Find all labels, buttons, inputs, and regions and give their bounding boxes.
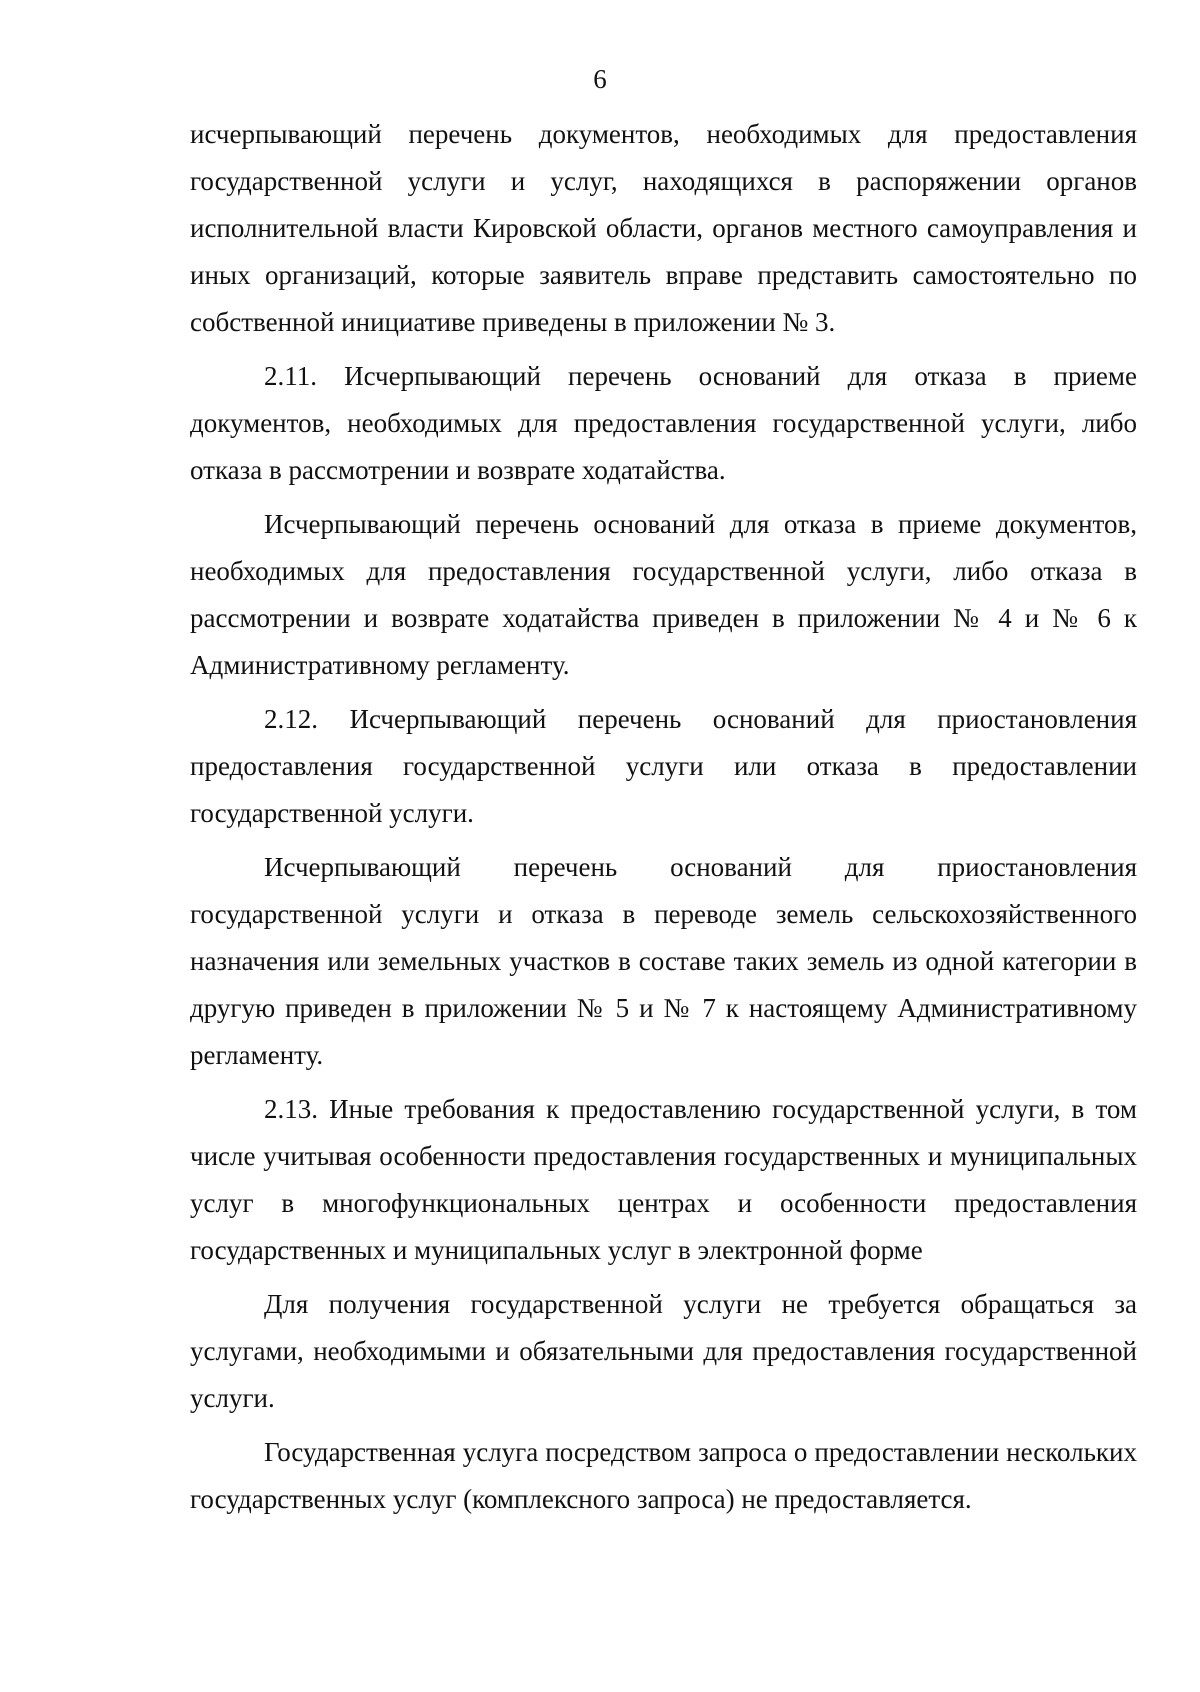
document-body [190,111,1137,1523]
paragraph-section-2-13-heading: 2.13. Иные требования к предоставлению государственной услуги, в том числе учитывая особенности предоставления государственных и муниципальных услуг в многофункциональных центрах и особенности предоставления государственных и муниципальных услуг в электронной форме [190,1094,1137,1265]
paragraph-section-2-13-services: Для получения государственной услуги не требуется обращаться за услугами, необходимыми и обязательными для предоставления государственной услуги. [190,1289,1137,1413]
paragraph-section-2-11-heading: 2.11. Исчерпывающий перечень оснований для отказа в приеме документов, необходимых для предоставления государственной услуги, либо отказа в рассмотрении и возврате ходатайства. [190,361,1137,485]
page-number: 6 [593,64,607,94]
paragraph-section-2-13-complex-request: Государственная услуга посредством запроса о предоставлении нескольких государственных услуг (комплексного запроса) не предоставляется. [190,1437,1137,1514]
paragraph-section-2-11-body: Исчерпывающий перечень оснований для отказа в приеме документов, необходимых для предоставления государственной услуги, либо отказа в рассмотрении и возврате ходатайства приведен в приложении № 4 и № 6 к Административному регламенту. [190,509,1137,680]
paragraph-section-2-12-heading: 2.12. Исчерпывающий перечень оснований для приостановления предоставления государственной услуги или отказа в предоставлении государственной услуги. [190,704,1137,828]
paragraph-documents-list: исчерпывающий перечень документов, необходимых для предоставления государственной услуги и услуг, находящихся в распоряжении органов исполнительной власти Кировской области, органов местного самоуправления и иных организаций, которые заявитель вправе представить самостоятельно по собственной инициативе приведены в приложении № 3. [190,119,1137,337]
paragraph-section-2-12-body: Исчерпывающий перечень оснований для приостановления государственной услуги и отказа в переводе земель сельскохозяйственного назначения или земельных участков в составе таких земель из одной категории в другую приведен в приложении № 5 и № 7 к настоящему Административному регламенту. [190,852,1137,1070]
